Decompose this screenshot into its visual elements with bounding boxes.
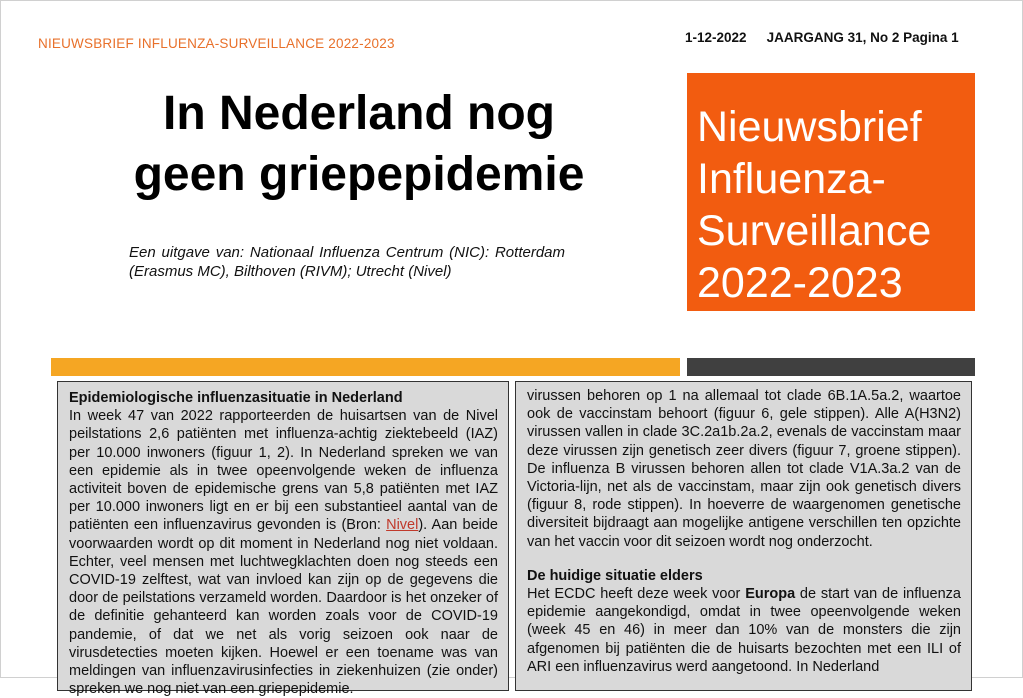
divider-bar-orange xyxy=(51,358,680,376)
issue-info xyxy=(685,30,959,45)
publisher-byline: Een uitgave van: Nationaal Influenza Centrum (NIC): Rotterdam (Erasmus MC), Bilthoven (RIVM); Utrecht (Nivel) xyxy=(129,244,565,280)
paragraph-text-part: ). Aan beide voorwaarden wordt op dit moment in Nederland nog niet voldaan. Echter, veel mensen met luchtwegklachten doen nog steeds een COVID-19 zelftest, wat van invloed kan zijn op de gegevens die door de peilstations verzameld worden. Daardoor is het onzeker of de definitie gehanteerd kan worden zoals voor de COVID-19 pandemie, of dat we net als vorig seizoen ook naar de virusdetecties moeten kijken. Hoewel er een toename was van meldingen van influenzavirusinfecties in ziekenhuizen (zie onder) spreken we nog niet van een griepepidemie. xyxy=(69,517,498,698)
paragraph-virus-clades: virussen behoren op 1 na allemaal tot clade 6B.1A.5a.2, waartoe ook de vaccinstam behoort (figuur 6, gele stippen). Alle A(H3N2) virussen vallen in clade 3C.2a1b.2a.2, evenals de vaccinstam maar deze virussen zijn genetisch zeer divers (figuur 7, groene stippen). De influenza B virussen behoren allen tot clade V1A.3a.2 van de Victoria-lijn, net als de vaccinstam, maar zijn ook genetisch divers (figuur 8, rode stippen). In hoeverre de waargenomen genetische diversiteit bijdraagt aan mogelijke antigene verschillen ten opzichte van het vaccin voor dit seizoen wordt nog onderzocht. xyxy=(527,388,961,550)
section-heading-situation-elsewhere: De huidige situatie elders xyxy=(527,567,703,584)
title-line-1: In Nederland nog xyxy=(162,87,555,140)
paragraph-text-part: In week 47 van 2022 rapporteerden de huisartsen van de Nivel peilstations 2,6 patiënten met influenza-achtig ziektebeeld (IAZ) per 10.000 inwoners (figuur 1, 2). In Nederland spreken we van een epidemie als in twee opeenvolgende weken de influenza activiteit boven de epidemische grens van 5,8 patiënten met IAZ per 10.000 inwoners ligt en er bij een substantieel aantal van de patiënten een influenzavirus gevonden is (Bron: xyxy=(69,408,498,534)
newsletter-title-box xyxy=(687,73,975,311)
issue-date: 1-12-2022 xyxy=(685,30,747,45)
paragraph-epidemiology xyxy=(69,407,498,698)
nivel-link[interactable]: Nivel xyxy=(386,517,419,534)
divider-bar-dark xyxy=(687,358,975,376)
paragraph-text-part: de start van de influenza epidemie aangekondigd, omdat in twee opeenvolgende weken (week 45 en 46) in meer dan 10% van de monsters die zijn afgenomen bij patiënten die de huisarts bezochten met een ILI of ARI een influenzavirus werd aangetoond. In Nederland xyxy=(527,586,961,675)
paragraph-situation-elsewhere xyxy=(527,585,961,676)
section-heading-epidemiology: Epidemiologische influenzasituatie in Nederland xyxy=(69,390,403,406)
article-column-left xyxy=(57,381,509,698)
article-column-right xyxy=(515,381,972,691)
newsletter-name: NIEUWSBRIEF INFLUENZA-SURVEILLANCE 2022-2023 xyxy=(38,36,395,51)
issue-number: JAARGANG 31, No 2 Pagina 1 xyxy=(766,30,959,45)
paragraph-spacer xyxy=(527,551,961,567)
emphasis-europe: Europa xyxy=(745,586,796,603)
title-line-2: geen griepepidemie xyxy=(133,148,585,201)
page-title xyxy=(63,83,655,205)
paragraph-text-part: Het ECDC heeft deze week voor xyxy=(527,586,746,603)
newsletter-title-box-text: Nieuwsbrief Influenza- Surveillance 2022-2023 xyxy=(697,103,932,307)
